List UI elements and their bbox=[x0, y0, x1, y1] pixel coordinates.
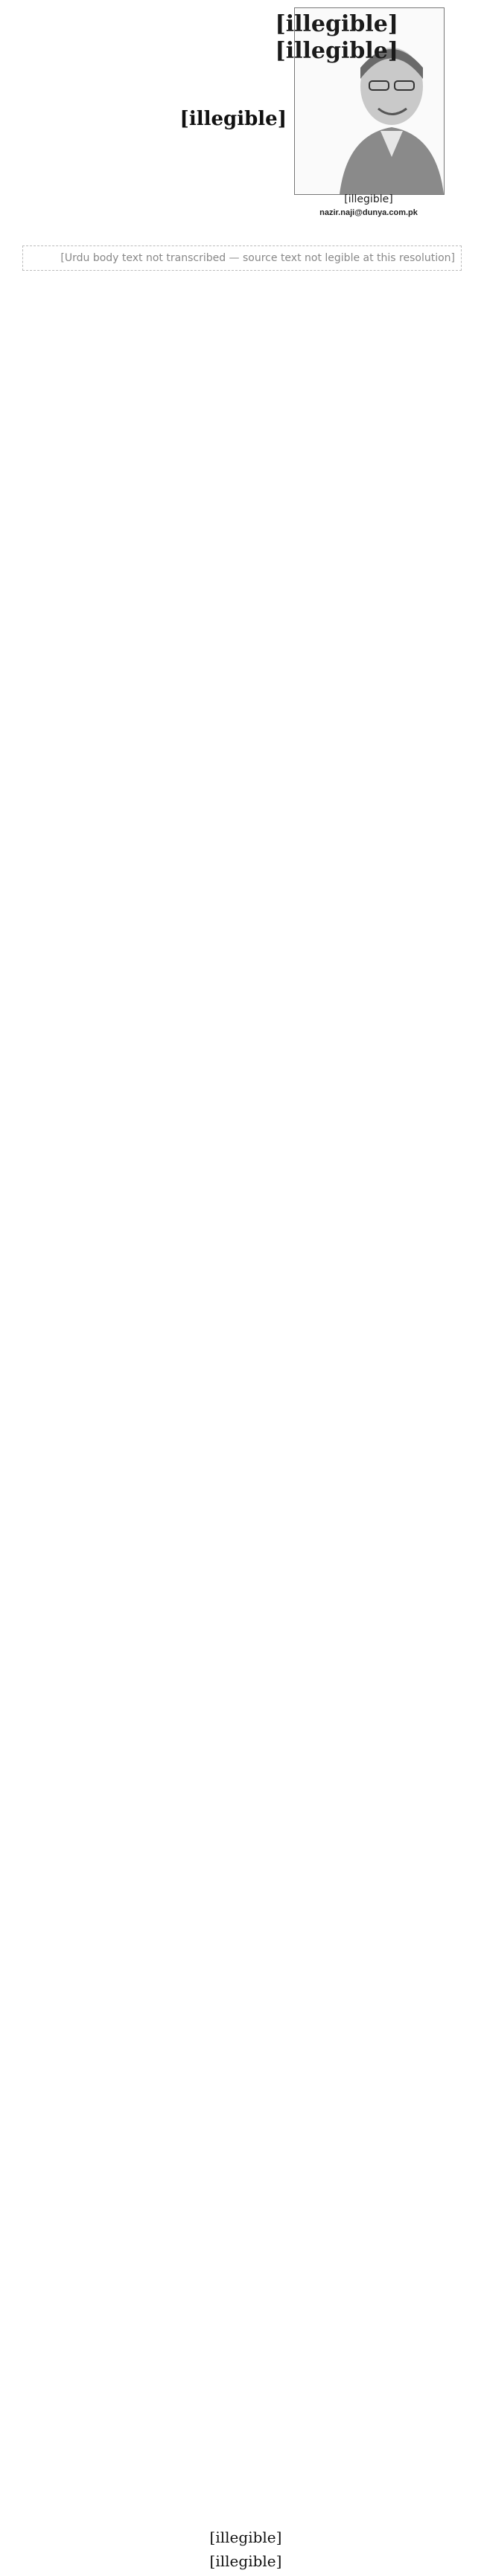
article-body bbox=[22, 245, 462, 277]
author-name: [illegible] bbox=[344, 193, 393, 205]
couplet-line-1: [illegible] bbox=[209, 2528, 282, 2546]
column-logo-line-1: [illegible] bbox=[275, 11, 398, 37]
article-paragraph: [Urdu body text not transcribed — source text not legible at this resolution] bbox=[22, 245, 462, 271]
article-headline: [illegible] bbox=[179, 108, 287, 130]
author-email: nazir.naji@dunya.com.pk bbox=[319, 208, 418, 217]
column-logo-line-2: [illegible] bbox=[275, 38, 398, 64]
closing-couplet bbox=[60, 2525, 432, 2573]
column-logo bbox=[275, 11, 398, 93]
couplet-line-2: [illegible] bbox=[209, 2552, 282, 2570]
column-header bbox=[0, 0, 484, 245]
